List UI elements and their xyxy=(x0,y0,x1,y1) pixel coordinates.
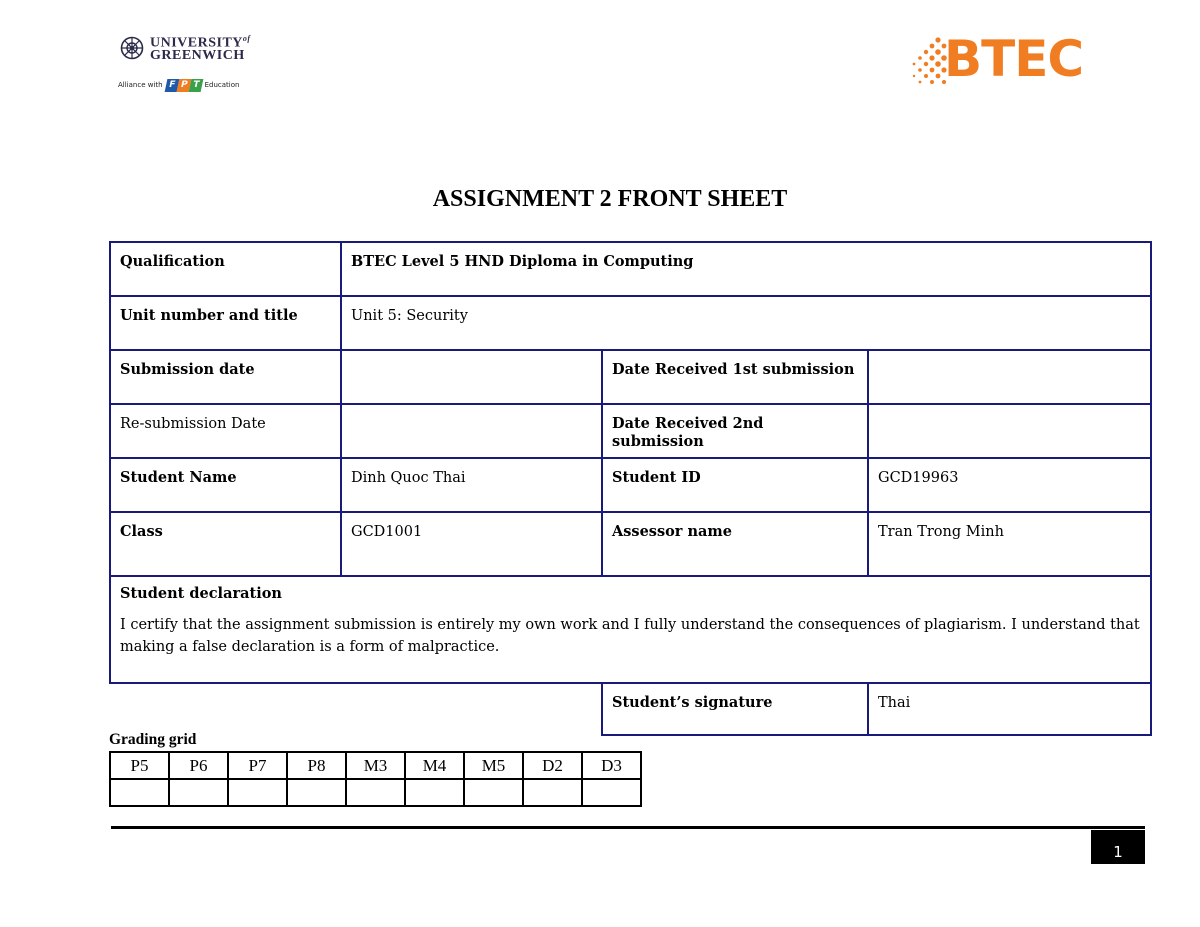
btec-dots-icon xyxy=(908,34,948,90)
assessor-value: Tran Trong Minh xyxy=(868,512,1151,576)
date-received-2-label: Date Received 2nd submission xyxy=(602,404,868,458)
fpt-logo xyxy=(166,79,202,92)
grade-header-p5: P5 xyxy=(110,752,169,779)
grade-header-d2: D2 xyxy=(523,752,582,779)
grade-value-m3 xyxy=(346,779,405,806)
grading-grid xyxy=(109,751,642,807)
grading-header-row xyxy=(110,752,641,779)
grade-header-d3: D3 xyxy=(582,752,641,779)
grade-value-d3 xyxy=(582,779,641,806)
university-name-line2: GREENWICH xyxy=(150,48,245,63)
declaration-cell xyxy=(110,576,1151,683)
resubmission-date-value xyxy=(341,404,602,458)
unit-value: Unit 5: Security xyxy=(341,296,1151,350)
student-name-value: Dinh Quoc Thai xyxy=(341,458,602,512)
grade-value-m4 xyxy=(405,779,464,806)
student-row xyxy=(110,458,1151,512)
signature-label: Student’s signature xyxy=(602,683,868,735)
student-id-label: Student ID xyxy=(602,458,868,512)
declaration-text: I certify that the assignment submission is entirely my own work and I fully understand the consequences of plagiarism. I understand that making a false declaration is a form of malpractice. xyxy=(120,617,1140,655)
grade-header-p6: P6 xyxy=(169,752,228,779)
date-received-1-value xyxy=(868,350,1151,404)
grade-value-p7 xyxy=(228,779,287,806)
grading-value-row xyxy=(110,779,641,806)
assessor-label: Assessor name xyxy=(602,512,868,576)
grade-header-m3: M3 xyxy=(346,752,405,779)
submission-row xyxy=(110,350,1151,404)
class-row xyxy=(110,512,1151,576)
submission-date-label: Submission date xyxy=(110,350,341,404)
alliance-suffix: Education xyxy=(204,81,240,89)
grading-grid-label: Grading grid xyxy=(109,731,197,748)
signature-value: Thai xyxy=(868,683,1151,735)
footer-divider xyxy=(111,826,1145,829)
university-of-greenwich-logo xyxy=(118,32,258,94)
signature-spacer xyxy=(110,683,602,735)
submission-date-value xyxy=(341,350,602,404)
greenwich-crest-icon xyxy=(120,36,144,60)
unit-row xyxy=(110,296,1151,350)
qualification-row xyxy=(110,242,1151,296)
grade-value-d2 xyxy=(523,779,582,806)
student-name-label: Student Name xyxy=(110,458,341,512)
grade-header-p7: P7 xyxy=(228,752,287,779)
resubmission-date-label: Re-submission Date xyxy=(110,404,341,458)
university-name-line1: $UNIVERSITY^{of}$ xyxy=(150,34,251,51)
grade-header-m5: M5 xyxy=(464,752,523,779)
date-received-2-value xyxy=(868,404,1151,458)
fpt-letter-t: T xyxy=(188,79,203,92)
grade-value-p5 xyxy=(110,779,169,806)
page-number: 1 xyxy=(1091,830,1145,864)
unit-label: Unit number and title xyxy=(110,296,341,350)
resubmission-row xyxy=(110,404,1151,458)
btec-wordmark: BTEC xyxy=(944,30,1084,88)
fpt-letter-p: P xyxy=(176,79,191,92)
grade-value-m5 xyxy=(464,779,523,806)
class-value: GCD1001 xyxy=(341,512,602,576)
declaration-row xyxy=(110,576,1151,683)
date-received-1-label: Date Received 1st submission xyxy=(602,350,868,404)
signature-row xyxy=(110,683,1151,735)
grade-header-m4: M4 xyxy=(405,752,464,779)
grade-header-p8: P8 xyxy=(287,752,346,779)
page-title: ASSIGNMENT 2 FRONT SHEET xyxy=(432,186,788,212)
alliance-line xyxy=(118,78,239,92)
grade-value-p6 xyxy=(169,779,228,806)
qualification-label: Qualification xyxy=(110,242,341,296)
btec-logo xyxy=(908,30,1098,94)
front-sheet-table xyxy=(109,241,1152,736)
class-label: Class xyxy=(110,512,341,576)
fpt-letter-f: F xyxy=(164,79,179,92)
grade-value-p8 xyxy=(287,779,346,806)
alliance-prefix: Alliance with xyxy=(118,81,163,89)
declaration-label: Student declaration xyxy=(120,585,282,602)
qualification-value: BTEC Level 5 HND Diploma in Computing xyxy=(341,242,1151,296)
student-id-value: GCD19963 xyxy=(868,458,1151,512)
